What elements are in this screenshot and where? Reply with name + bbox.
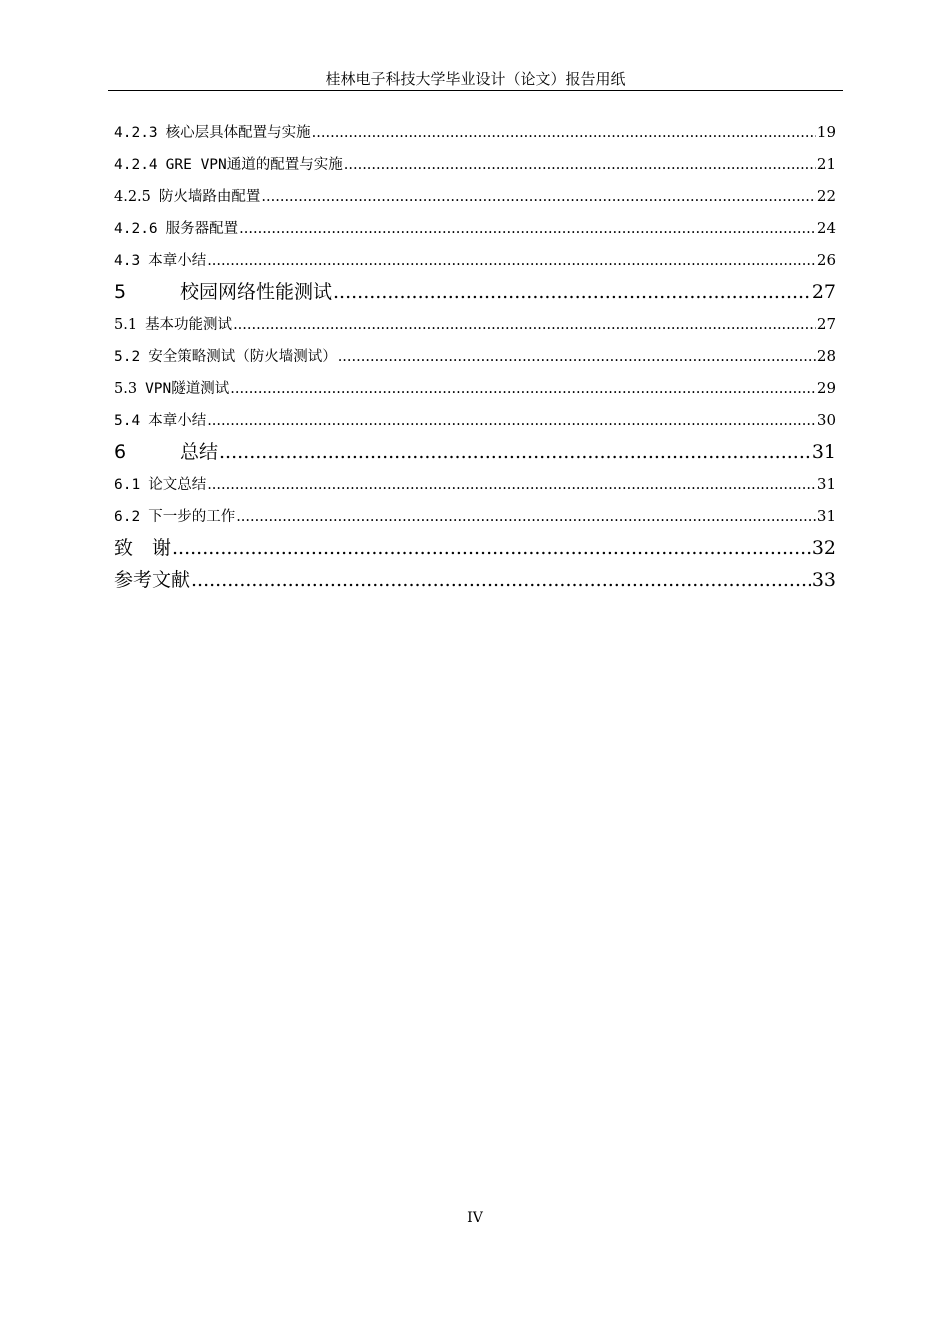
toc-dot-leader: [207, 469, 816, 501]
toc-entry-page: 27: [816, 315, 836, 333]
toc-entry-number: 6.2: [114, 509, 141, 525]
page-header: [108, 68, 843, 91]
toc-entry-references[interactable]: [114, 564, 836, 596]
toc-entry-title: GRE VPN通道的配置与实施: [165, 157, 343, 173]
toc-dot-leader: [207, 405, 816, 437]
toc-entry-title: 防火墙路由配置: [158, 189, 261, 205]
toc-entry-number: 5.3: [114, 381, 138, 397]
toc-entry-chapter-6[interactable]: [114, 436, 836, 468]
table-of-contents: [114, 116, 836, 596]
toc-dot-leader: [338, 341, 816, 373]
page-footer: [0, 1210, 950, 1226]
header-title: 桂林电子科技大学毕业设计（论文）报告用纸: [325, 70, 626, 88]
toc-entry-page: 22: [816, 187, 836, 205]
toc-entry-4-2-6[interactable]: [114, 212, 836, 244]
toc-entry-page: 31: [816, 507, 836, 525]
toc-entry-title: 致 谢: [114, 537, 172, 559]
toc-dot-leader: [219, 436, 811, 468]
toc-entry-page: 31: [811, 441, 836, 463]
toc-entry-6-2[interactable]: [114, 500, 836, 532]
toc-dot-leader: [236, 501, 816, 533]
toc-dot-leader: [261, 181, 816, 213]
toc-entry-page: 26: [816, 251, 836, 269]
toc-dot-leader: [312, 117, 816, 149]
toc-entry-page: 21: [816, 155, 836, 173]
toc-entry-number: 4.2.6: [114, 221, 158, 237]
toc-entry-number: 4.2.3: [114, 125, 158, 141]
toc-entry-title: 安全策略测试（防火墙测试）: [148, 349, 337, 365]
toc-dot-leader: [239, 213, 816, 245]
page-number: IV: [467, 1210, 483, 1226]
toc-entry-title: 基本功能测试: [145, 317, 233, 333]
toc-entry-4-2-3[interactable]: [114, 116, 836, 148]
toc-entry-title: 论文总结: [148, 477, 207, 493]
toc-entry-5-4[interactable]: [114, 404, 836, 436]
toc-dot-leader: [344, 149, 816, 181]
toc-entry-page: 30: [816, 411, 836, 429]
toc-entry-page: 32: [811, 537, 836, 559]
toc-entry-page: 29: [816, 379, 836, 397]
toc-entry-title: 核心层具体配置与实施: [165, 125, 311, 141]
toc-entry-page: 28: [816, 347, 836, 365]
toc-dot-leader: [191, 564, 811, 596]
toc-dot-leader: [230, 373, 816, 405]
toc-entry-title: VPN隧道测试: [145, 381, 230, 397]
toc-entry-5-1[interactable]: [114, 308, 836, 340]
toc-entry-page: 24: [816, 219, 836, 237]
toc-entry-number: 6: [114, 441, 127, 463]
toc-entry-chapter-5[interactable]: [114, 276, 836, 308]
toc-entry-title: 本章小结: [148, 253, 207, 269]
toc-entry-4-3[interactable]: [114, 244, 836, 276]
toc-entry-number: 5.4: [114, 413, 141, 429]
toc-entry-5-2[interactable]: [114, 340, 836, 372]
toc-entry-title: 校园网络性能测试: [180, 281, 333, 303]
toc-entry-number: 4.2.5: [114, 189, 151, 205]
toc-entry-title: 本章小结: [148, 413, 207, 429]
toc-entry-title: 下一步的工作: [148, 509, 236, 525]
toc-entry-number: 4.3: [114, 253, 141, 269]
toc-entry-number: 5.1: [114, 317, 138, 333]
toc-entry-number: 5: [114, 281, 127, 303]
toc-dot-leader: [333, 276, 811, 308]
toc-entry-title: 服务器配置: [165, 221, 239, 237]
toc-entry-page: 31: [816, 475, 836, 493]
toc-entry-5-3[interactable]: [114, 372, 836, 404]
toc-entry-number: 5.2: [114, 349, 141, 365]
toc-entry-number: 6.1: [114, 477, 141, 493]
toc-entry-page: 19: [816, 123, 836, 141]
toc-entry-4-2-4[interactable]: [114, 148, 836, 180]
toc-entry-acknowledgements[interactable]: [114, 532, 836, 564]
toc-entry-title: 总结: [180, 441, 219, 463]
toc-dot-leader: [207, 245, 816, 277]
toc-entry-page: 33: [811, 569, 836, 591]
toc-entry-number: 4.2.4: [114, 157, 158, 173]
toc-entry-4-2-5[interactable]: [114, 180, 836, 212]
toc-entry-6-1[interactable]: [114, 468, 836, 500]
toc-entry-title: 参考文献: [114, 569, 191, 591]
toc-dot-leader: [172, 532, 811, 564]
toc-entry-page: 27: [811, 281, 836, 303]
toc-dot-leader: [233, 309, 816, 341]
